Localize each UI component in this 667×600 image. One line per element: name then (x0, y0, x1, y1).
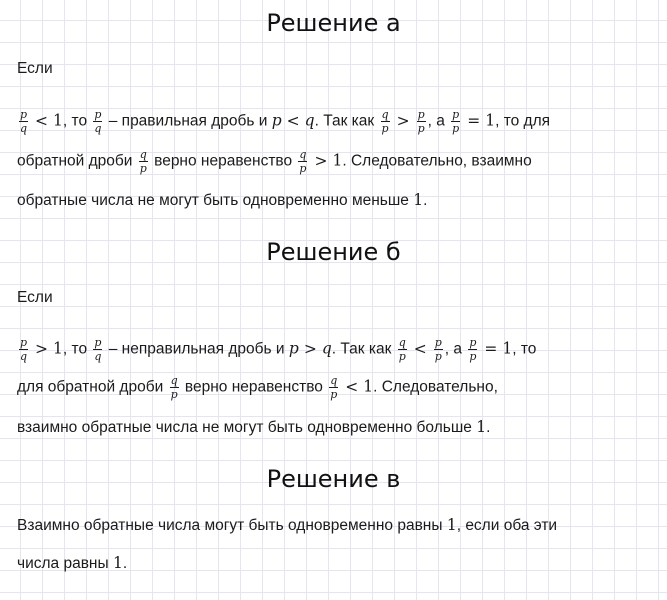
math-operator: > (396, 111, 410, 130)
text-segment: . Так как (314, 112, 379, 130)
paragraph-line (17, 514, 557, 537)
fraction-numerator: p (452, 108, 460, 121)
fraction-denominator: q (94, 122, 102, 135)
text-segment: . Следовательно, (373, 378, 498, 396)
fraction-numerator: q (398, 336, 406, 349)
math-number: 1 (446, 516, 457, 534)
text-segment: для обратной дроби (17, 378, 168, 396)
fraction-numerator: q (330, 374, 338, 387)
text-segment: – правильная дробь и (104, 112, 272, 130)
fraction-numerator: p (94, 108, 102, 121)
fraction-denominator: p (398, 350, 406, 363)
math-operator: = (467, 111, 481, 130)
fraction-numerator: q (139, 148, 147, 161)
fraction-denominator: p (170, 388, 178, 401)
heading-solution-b: Решение б (266, 238, 401, 266)
fraction-denominator: p (299, 162, 307, 175)
text-segment: Взаимно обратные числа могут быть одновременно равны (17, 517, 447, 534)
text-segment: . (122, 555, 128, 572)
math-variable: q (321, 339, 332, 358)
fraction (434, 337, 443, 362)
fraction (19, 337, 28, 362)
paragraph-line (17, 109, 550, 134)
fraction (139, 149, 148, 174)
math-number: 1 (502, 339, 513, 358)
heading-solution-c: Решение в (266, 465, 401, 493)
math-variable: p (288, 339, 299, 358)
fraction-denominator: q (20, 350, 28, 363)
text-segment: , то (62, 340, 92, 358)
math-variable: q (304, 111, 315, 130)
math-number: 1 (485, 111, 496, 130)
fraction-denominator: p (330, 388, 338, 401)
fraction-denominator: p (381, 122, 389, 135)
fraction-numerator: p (469, 336, 477, 349)
text-segment: , если оба эти (456, 517, 558, 534)
paragraph-line (17, 337, 536, 362)
text-segment: , а (444, 340, 467, 358)
fraction-numerator: p (417, 108, 425, 121)
fraction (93, 109, 102, 134)
fraction (19, 109, 28, 134)
fraction (451, 109, 460, 134)
text-segment: верно неравенство (180, 378, 328, 396)
math-number: 1 (413, 191, 424, 209)
math-variable: p (271, 111, 282, 130)
text-segment: , то для (495, 112, 551, 130)
heading-solution-a: Решение а (266, 9, 401, 37)
math-operator: < (413, 339, 427, 358)
fraction-numerator: p (434, 336, 442, 349)
math-operator: > (303, 339, 317, 358)
math-operator: > (35, 339, 49, 358)
fraction-numerator: q (299, 148, 307, 161)
fraction-numerator: p (20, 336, 28, 349)
text-segment: , а (427, 112, 450, 130)
fraction (298, 149, 307, 174)
fraction-denominator: p (434, 350, 442, 363)
text-segment: верно неравенство (149, 152, 297, 170)
text-segment: . Следовательно, взаимно (342, 152, 532, 170)
math-operator: = (484, 339, 498, 358)
fraction-numerator: p (94, 336, 102, 349)
fraction-denominator: q (94, 350, 102, 363)
text-segment: обратной дроби (17, 152, 137, 170)
fraction-denominator: p (452, 122, 460, 135)
fraction-denominator: p (469, 350, 477, 363)
intro-text: Если (17, 60, 53, 77)
fraction (417, 109, 426, 134)
text-segment: числа равны (17, 555, 113, 572)
fraction-denominator: p (139, 162, 147, 175)
fraction (329, 375, 338, 400)
paragraph-line (17, 552, 127, 575)
fraction-denominator: q (20, 122, 28, 135)
math-number: 1 (53, 339, 63, 358)
text-segment: обратные числа не могут быть одновременно меньше (17, 192, 414, 209)
text-segment: – неправильная дробь и (104, 340, 289, 358)
fraction (170, 375, 179, 400)
paragraph-line (17, 189, 427, 212)
text-segment: , то (62, 112, 92, 130)
math-operator: < (286, 111, 300, 130)
fraction (381, 109, 390, 134)
paragraph-line (17, 149, 532, 174)
math-number: 1 (363, 377, 374, 396)
fraction (398, 337, 407, 362)
text-segment: взаимно обратные числа не могут быть одновременно больше (17, 419, 477, 436)
math-operator: > (314, 151, 328, 170)
text-segment: . Так как (331, 340, 396, 358)
paragraph-line (17, 375, 498, 400)
text-segment: , то (512, 340, 537, 358)
math-number: 1 (112, 554, 123, 572)
fraction-numerator: p (20, 108, 28, 121)
math-number: 1 (476, 418, 487, 436)
text-segment: . (486, 419, 491, 436)
fraction-denominator: p (417, 122, 425, 135)
math-operator: < (345, 377, 359, 396)
math-number: 1 (332, 151, 343, 170)
math-operator: < (35, 111, 49, 130)
text-segment: . (423, 192, 428, 209)
fraction-numerator: q (381, 108, 389, 121)
fraction-numerator: q (170, 374, 178, 387)
intro-text: Если (17, 289, 53, 306)
math-number: 1 (53, 111, 63, 130)
paragraph-line (17, 416, 490, 439)
fraction (468, 337, 477, 362)
fraction (93, 337, 102, 362)
